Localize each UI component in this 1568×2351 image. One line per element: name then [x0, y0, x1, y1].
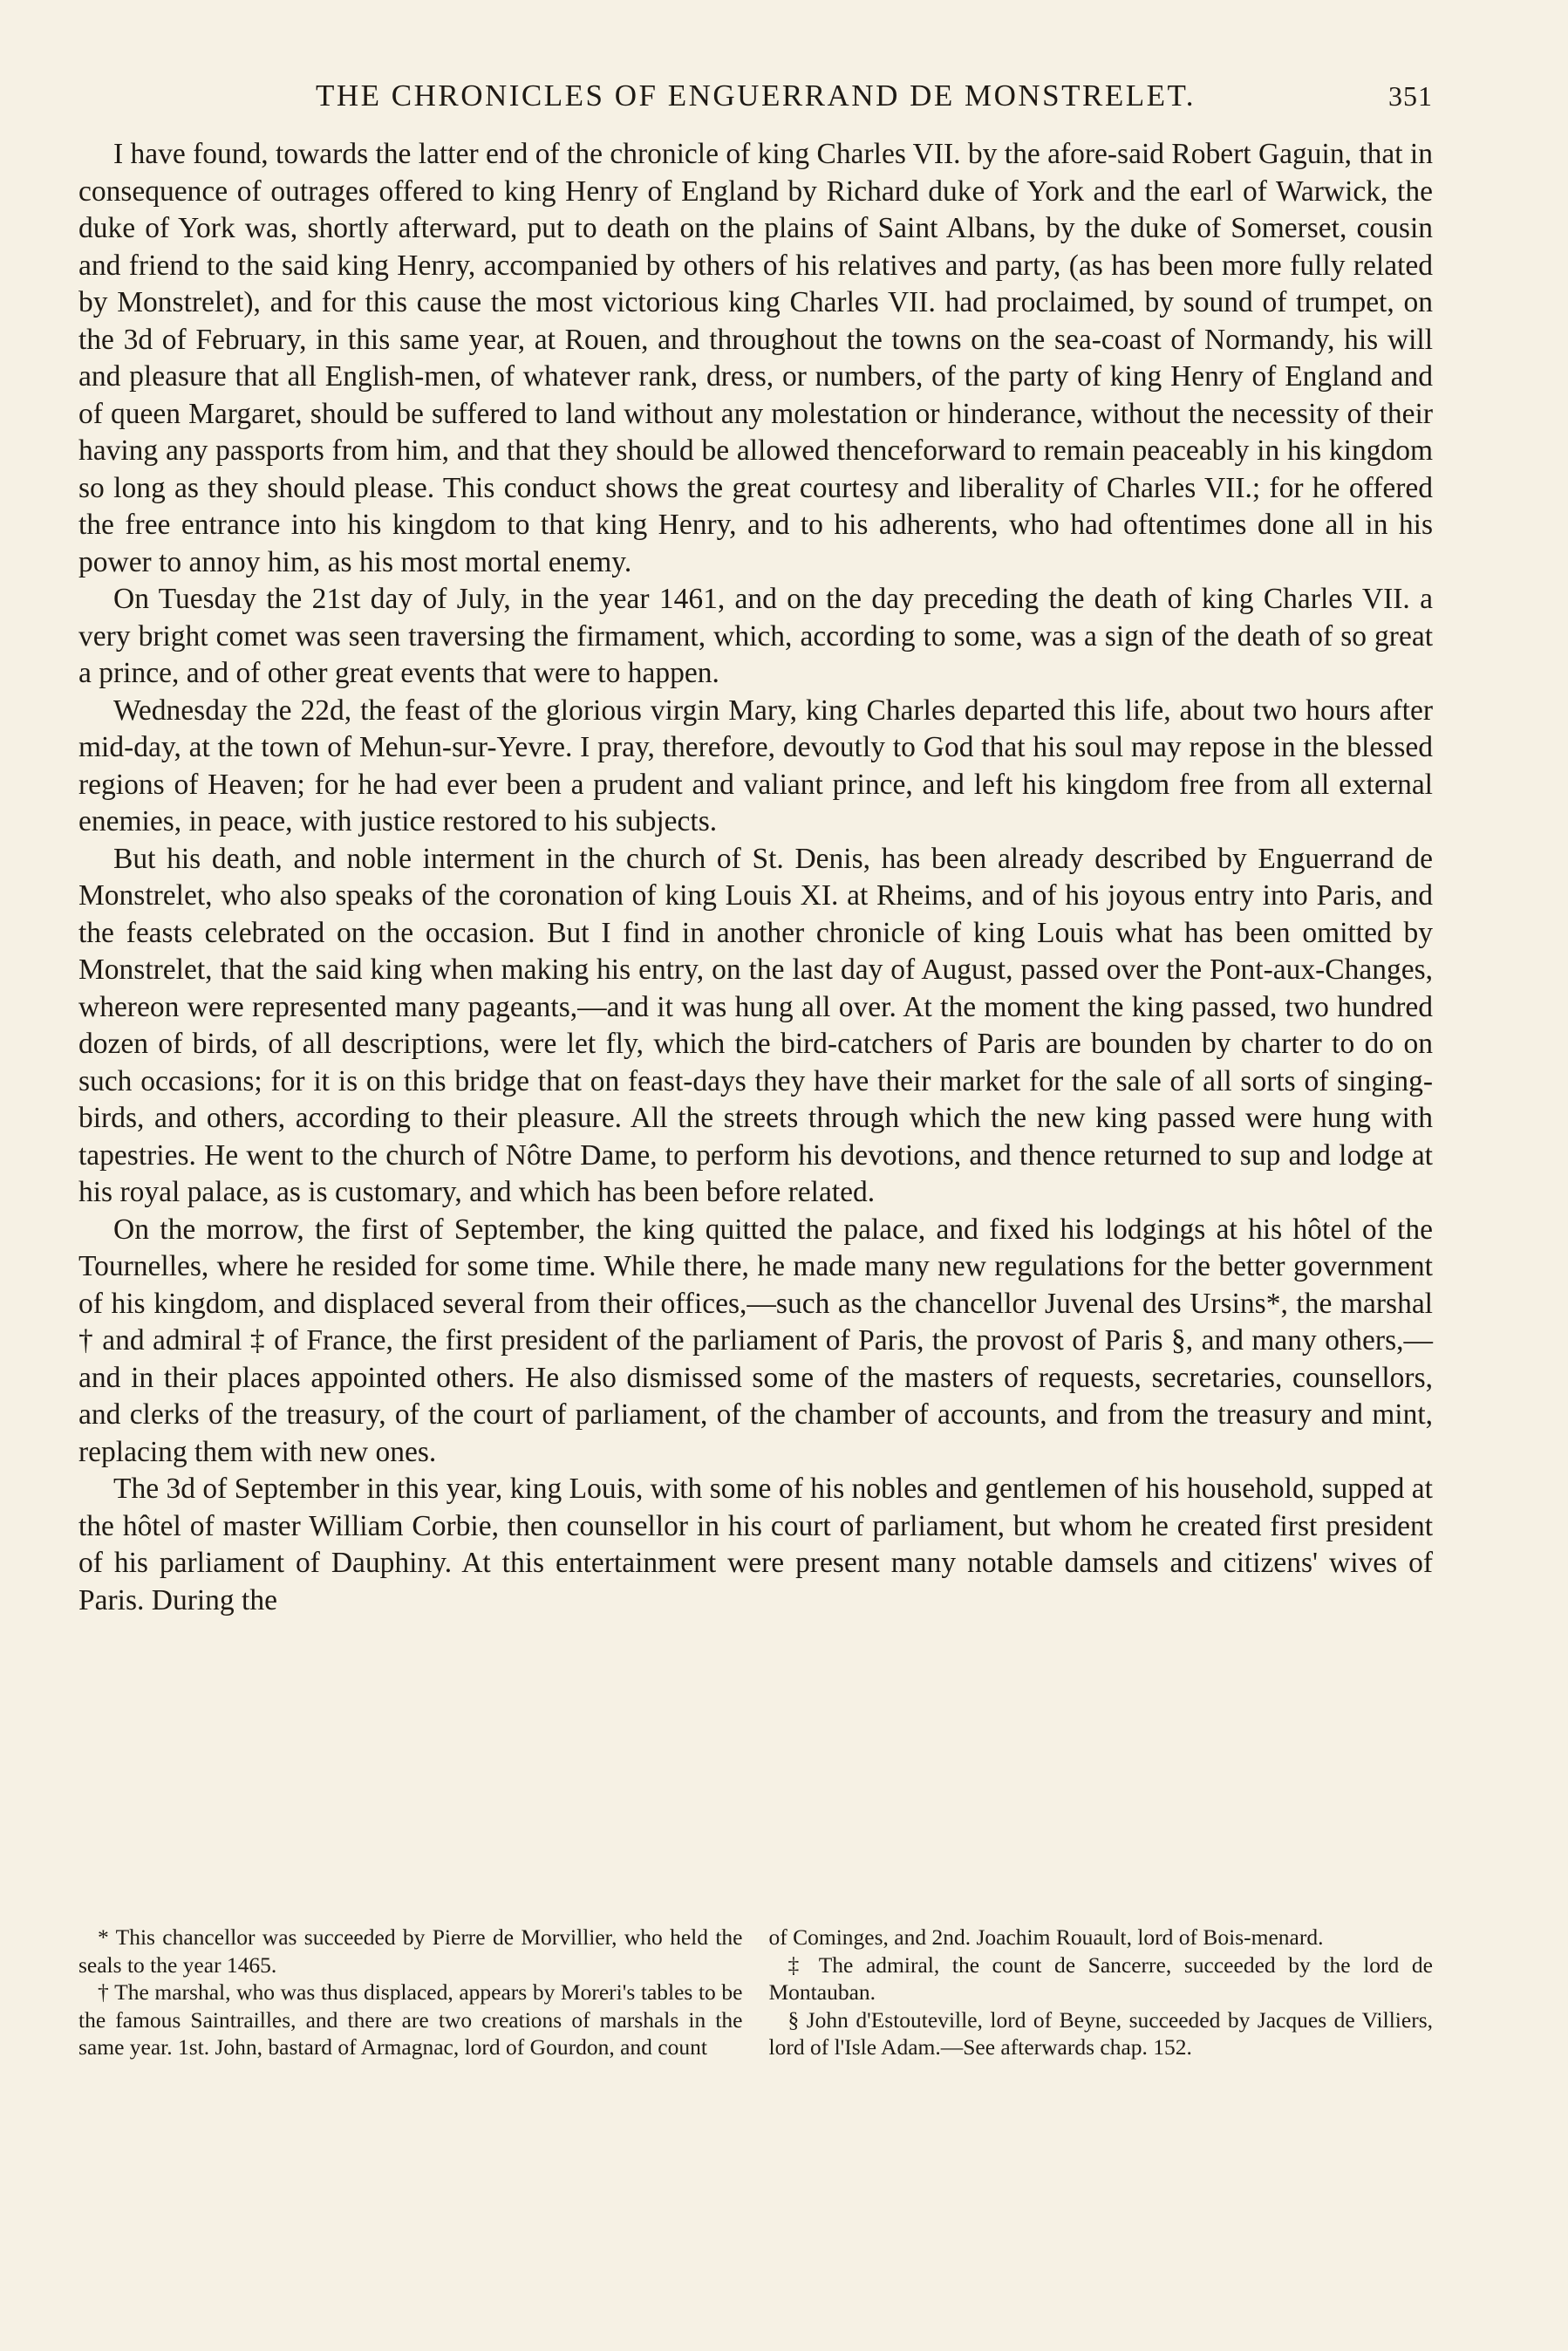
paragraph: On the morrow, the first of September, the king quitted the palace, and fixed his lodgings at his hôtel of the Tournelles, where he resided for some time. While there, he made many new regulations for the better government of his kingdom, and displaced several from their offices,—such as the chancellor Juvenal des Ursins*, the marshal † and admiral ‡ of France, the first president of the parliament of Paris, the provost of Paris §, and many others,—and in their places appointed others. He also dismissed some of the masters of requests, secretaries, counsellors, and clerks of the treasury, of the court of parliament, of the chamber of accounts, and from the treasury and mint, replacing them with new ones.	[78, 1213, 1433, 1468]
footnote: ‡ The admiral, the count de Sancerre, succeeded by the lord de Montauban.	[768, 1951, 1433, 2005]
page-number: 351	[1388, 80, 1433, 112]
footnotes-right-column	[769, 1924, 1434, 2061]
running-header	[78, 70, 1433, 122]
paragraph: But his death, and noble interment in the church of St. Denis, has been already described by Enguerrand de Monstrelet, who also speaks of the coronation of king Louis XI. at Rheims, and of his joyous entry into Paris, and the feasts celebrated on the occasion. But I find in another chronicle of king Louis what has been omitted by Monstrelet, that the said king when making his entry, on the last day of August, passed over the Pont-aux-Changes, whereon were represented many pageants,—and it was hung all over. At the moment the king passed, two hundred dozen of birds, of all descriptions, were let fly, which the bird-catchers of Paris are bounden by charter to do on such occasions; for it is on this bridge that on feast-days they have their market for the sale of all sorts of singing-birds, and others, according to their pleasure. All the streets through which the new king passed were hung with tapestries. He went to the church of Nôtre Dame, to perform his devotions, and thence returned to sup and lodge at his royal palace, as is customary, and which has been before related.	[78, 842, 1433, 1208]
footnote-continuation: of Cominges, and 2nd. Joachim Rouault, lord of Bois-menard.	[768, 1924, 1324, 1950]
footnotes	[78, 1924, 1433, 2061]
paragraph: The 3d of September in this year, king Louis, with some of his nobles and gentlemen of his household, supped at the hôtel of master William Corbie, then counsellor in his court of parliament, but whom he created first president of his parliament of Dauphiny. At this entertainment were present many notable damsels and citizens' wives of Paris. During the	[78, 1473, 1433, 1616]
footnotes-left-column	[78, 1924, 743, 2061]
paragraph: On Tuesday the 21st day of July, in the year 1461, and on the day preceding the death of king Charles VII. a very bright comet was seen traversing the firmament, which, according to some, was a sign of the death of so great a prince, and of other great events that were to happen.	[78, 583, 1433, 689]
paragraph: Wednesday the 22d, the feast of the glorious virgin Mary, king Charles departed this life, about two hours after mid-day, at the town of Mehun-sur-Yevre. I pray, therefore, devoutly to God that his soul may repose in the blessed regions of Heaven; for he had ever been a prudent and valiant prince, and left his kingdom free from all external enemies, in peace, with justice restored to his subjects.	[78, 694, 1433, 837]
footnote: † The marshal, who was thus displaced, appears by Moreri's tables to be the famous Saintrailles, and there are two creations of marshals in the same year. 1st. John, bastard of Armagnac, lord of Gourdon, and count	[78, 1979, 743, 2060]
footnote: * This chancellor was succeeded by Pierre de Morvillier, who held the seals to the year 1465.	[78, 1924, 743, 1978]
main-text	[78, 136, 1433, 1619]
running-title: THE CHRONICLES OF ENGUERRAND DE MONSTRELET.	[315, 79, 1196, 113]
paragraph: I have found, towards the latter end of the chronicle of king Charles VII. by the afore-said Robert Gaguin, that in consequence of outrages offered to king Henry of England by Richard duke of York and the earl of Warwick, the duke of York was, shortly afterward, put to death on the plains of Saint Albans, by the duke of Somerset, cousin and friend to the said king Henry, accompanied by others of his relatives and party, (as has been more fully related by Monstrelet), and for this cause the most victorious king Charles VII. had proclaimed, by sound of trumpet, on the 3d of February, in this same year, at Rouen, and throughout the towns on the sea-coast of Normandy, his will and pleasure that all English-men, of whatever rank, dress, or numbers, of the party of king Henry of England and of queen Margaret, should be suffered to land without any molestation or hinderance, without the necessity of their having any passports from him, and that they should be allowed thenceforward to remain peaceably in his kingdom so long as they should please. This conduct shows the great courtesy and liberality of Charles VII.; for he offered the free entrance into his kingdom to that king Henry, and to his adherents, who had oftentimes done all in his power to annoy him, as his most mortal enemy.	[78, 138, 1433, 578]
footnote: § John d'Estouteville, lord of Beyne, succeeded by Jacques de Villiers, lord of l'Isle Adam.—See afterwards chap. 152.	[768, 2006, 1433, 2060]
